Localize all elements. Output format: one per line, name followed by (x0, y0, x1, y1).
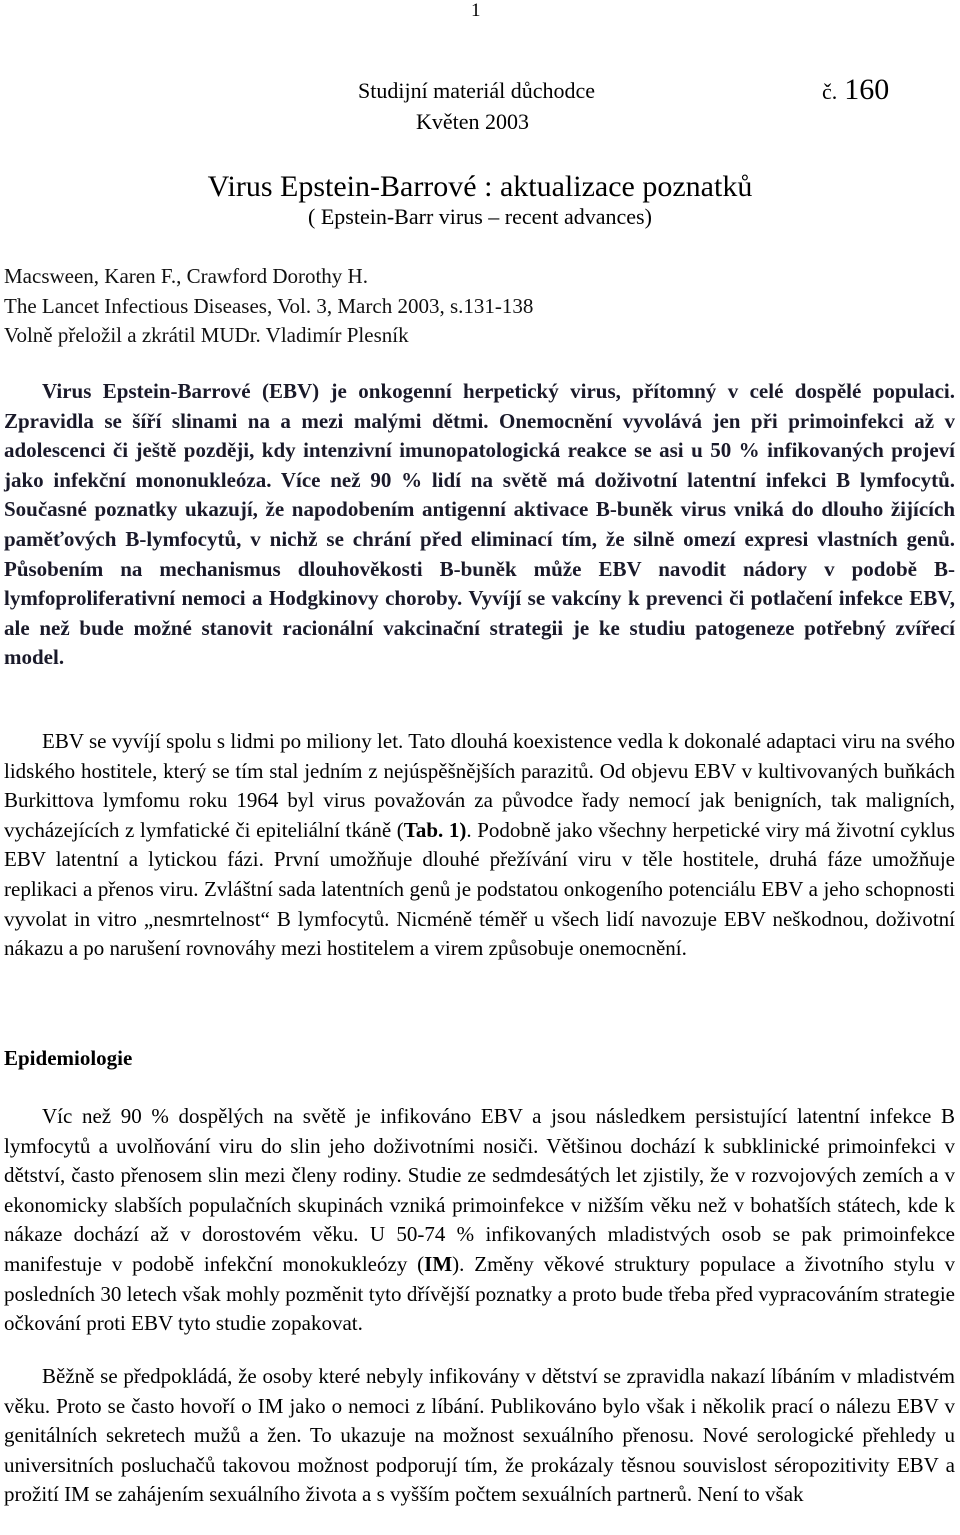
intro-text-a: EBV se vyvíjí spolu s lidmi po miliony let. Tato dlouhá koexistence vedla k dokonalé adaptaci viru na svého lidského hostitele, který se tím stal jedním z nejúspěšnějších parazitů. Od objevu EBV v kultivovaných buňkách Burkittova lymfomu roku 1964 byl virus považován za původce řady nemocí jak benigních, tak maligních, vycházejících z lymfatické či epiteliální tkáně ( (4, 729, 955, 842)
source-journal: The Lancet Infectious Diseases, Vol. 3, March 2003, s.131-138 (4, 294, 534, 318)
series-label: Studijní materiál důchodce (358, 78, 596, 103)
epidemiology-paragraph-2 (4, 1362, 955, 1510)
article-title: Virus Epstein-Barrové : aktualizace poznatků (207, 170, 753, 203)
issue-number-value: 160 (844, 73, 890, 106)
epi1-text-a: Víc než 90 % dospělých na světě je infikováno EBV a jsou následkem persistující latentní infekce B lymfocytů a uvolňování viru do slin jeho doživotními nosiči. Většinou dochází k subklinické primoinfekci v dětství, často přenosem slin mezi členy rodiny. Studie ze sedmdesátých let zjistily, že v rozvojových zemích a v ekonomicky slabších populačních skupinách vzniká primoinfekce v nižším věku než v bohatších státech, kde k nákaze dochází až v dorostovém věku. U 50-74 % infikovaných mladistvých osob se pak primoinfekce manifestuje v podobě infekční monokukleózy ( (4, 1104, 955, 1276)
im-abbreviation: IM (424, 1251, 453, 1276)
table-reference: Tab. 1) (403, 817, 467, 842)
source-translator: Volně přeložil a zkrátil MUDr. Vladimír Plesník (4, 323, 409, 347)
section-heading-epidemiology: Epidemiologie (4, 1046, 133, 1070)
issue-date: Květen 2003 (416, 109, 530, 134)
intro-paragraph (4, 727, 955, 964)
article-subtitle: ( Epstein-Barr virus – recent advances) (308, 204, 652, 229)
issue-number (822, 74, 889, 108)
abstract-paragraph (4, 377, 955, 673)
source-authors: Macsween, Karen F., Crawford Dorothy H. (4, 264, 368, 288)
page-number: 1 (471, 0, 481, 21)
epidemiology-paragraph-1 (4, 1102, 955, 1339)
epi1-text-b: ). Změny věkové struktury populace a životního stylu v posledních 30 letech však mohly pozměnit tyto dřívější poznatky a proto bude třeba před vypracováním strategie očkování proti EBV tyto studie zopakovat. (4, 1251, 955, 1336)
abstract-text: Virus Epstein-Barrové (EBV) je onkogenní herpetický virus, přítomný v celé dospělé populaci. Zpravidla se šíří slinami na a mezi malými dětmi. Onemocnění vyvolává jen při primoinfekci až v adolescenci či ještě později, kdy intenzivní imunopatologická reakce se asi u 50 % infikovaných projeví jako infekční mononukleóza. Více než 90 % lidí na světě má doživotní latentní infekci B lymfocytů. Současné poznatky ukazují, že napodobením antigenní aktivace B-buněk virus vniká do dlouho žijících paměťových B-lymfocytů, v nichž se chrání před eliminací tím, že silně omezí expresi vlastních genů. Působením na mechanismus dlouhověkosti B-buněk může EBV navodit nádory v podobě B-lymfoproliferativní nemoci a Hodgkinovy choroby. Vyvíjí se vakcíny k prevenci či potlačení infekce EBV, ale než bude možné stanovit racionální vakcinační strategii je ke studiu patogeneze potřebný zvířecí model. (4, 379, 955, 670)
epi2-text: Běžně se předpokládá, že osoby které nebyly infikovány v dětství se zpravidla nakazí líbáním v mladistvém věku. Proto se často hovoří o IM jako o nemoci z líbání. Publikováno bylo však i několik prací o nálezu EBV v genitálních sekretech mužů a žen. To ukazuje na možnost sexuálního přenosu. Nové serologické přehledy u universitních posluchačů takovou možnost podporují tím, že prokázaly těsnou souvislost séropozitivity EBV a prožití IM se zahájením sexuálního života a s vyšším počtem sexuálních partnerů. Není to však (4, 1364, 955, 1507)
issue-label: č. (822, 79, 838, 104)
intro-text-b: . Podobně jako všechny herpetické viry má životní cyklus EBV latentní a lytickou fázi. První umožňuje dlouhé přežívání viru v těle hostitele, druhá fáze umožňuje replikaci a přenos viru. Zvláštní sada latentních genů je podstatou onkogeního potenciálu EBV a jeho schopnosti vyvolat in vitro „nesmrtelnost“ B lymfocytů. Nicméně téměř u všech lidí navozuje EBV neškodnou, doživotní nákazu a po narušení rovnováhy mezi hostitelem a virem způsobuje onemocnění. (4, 817, 955, 961)
